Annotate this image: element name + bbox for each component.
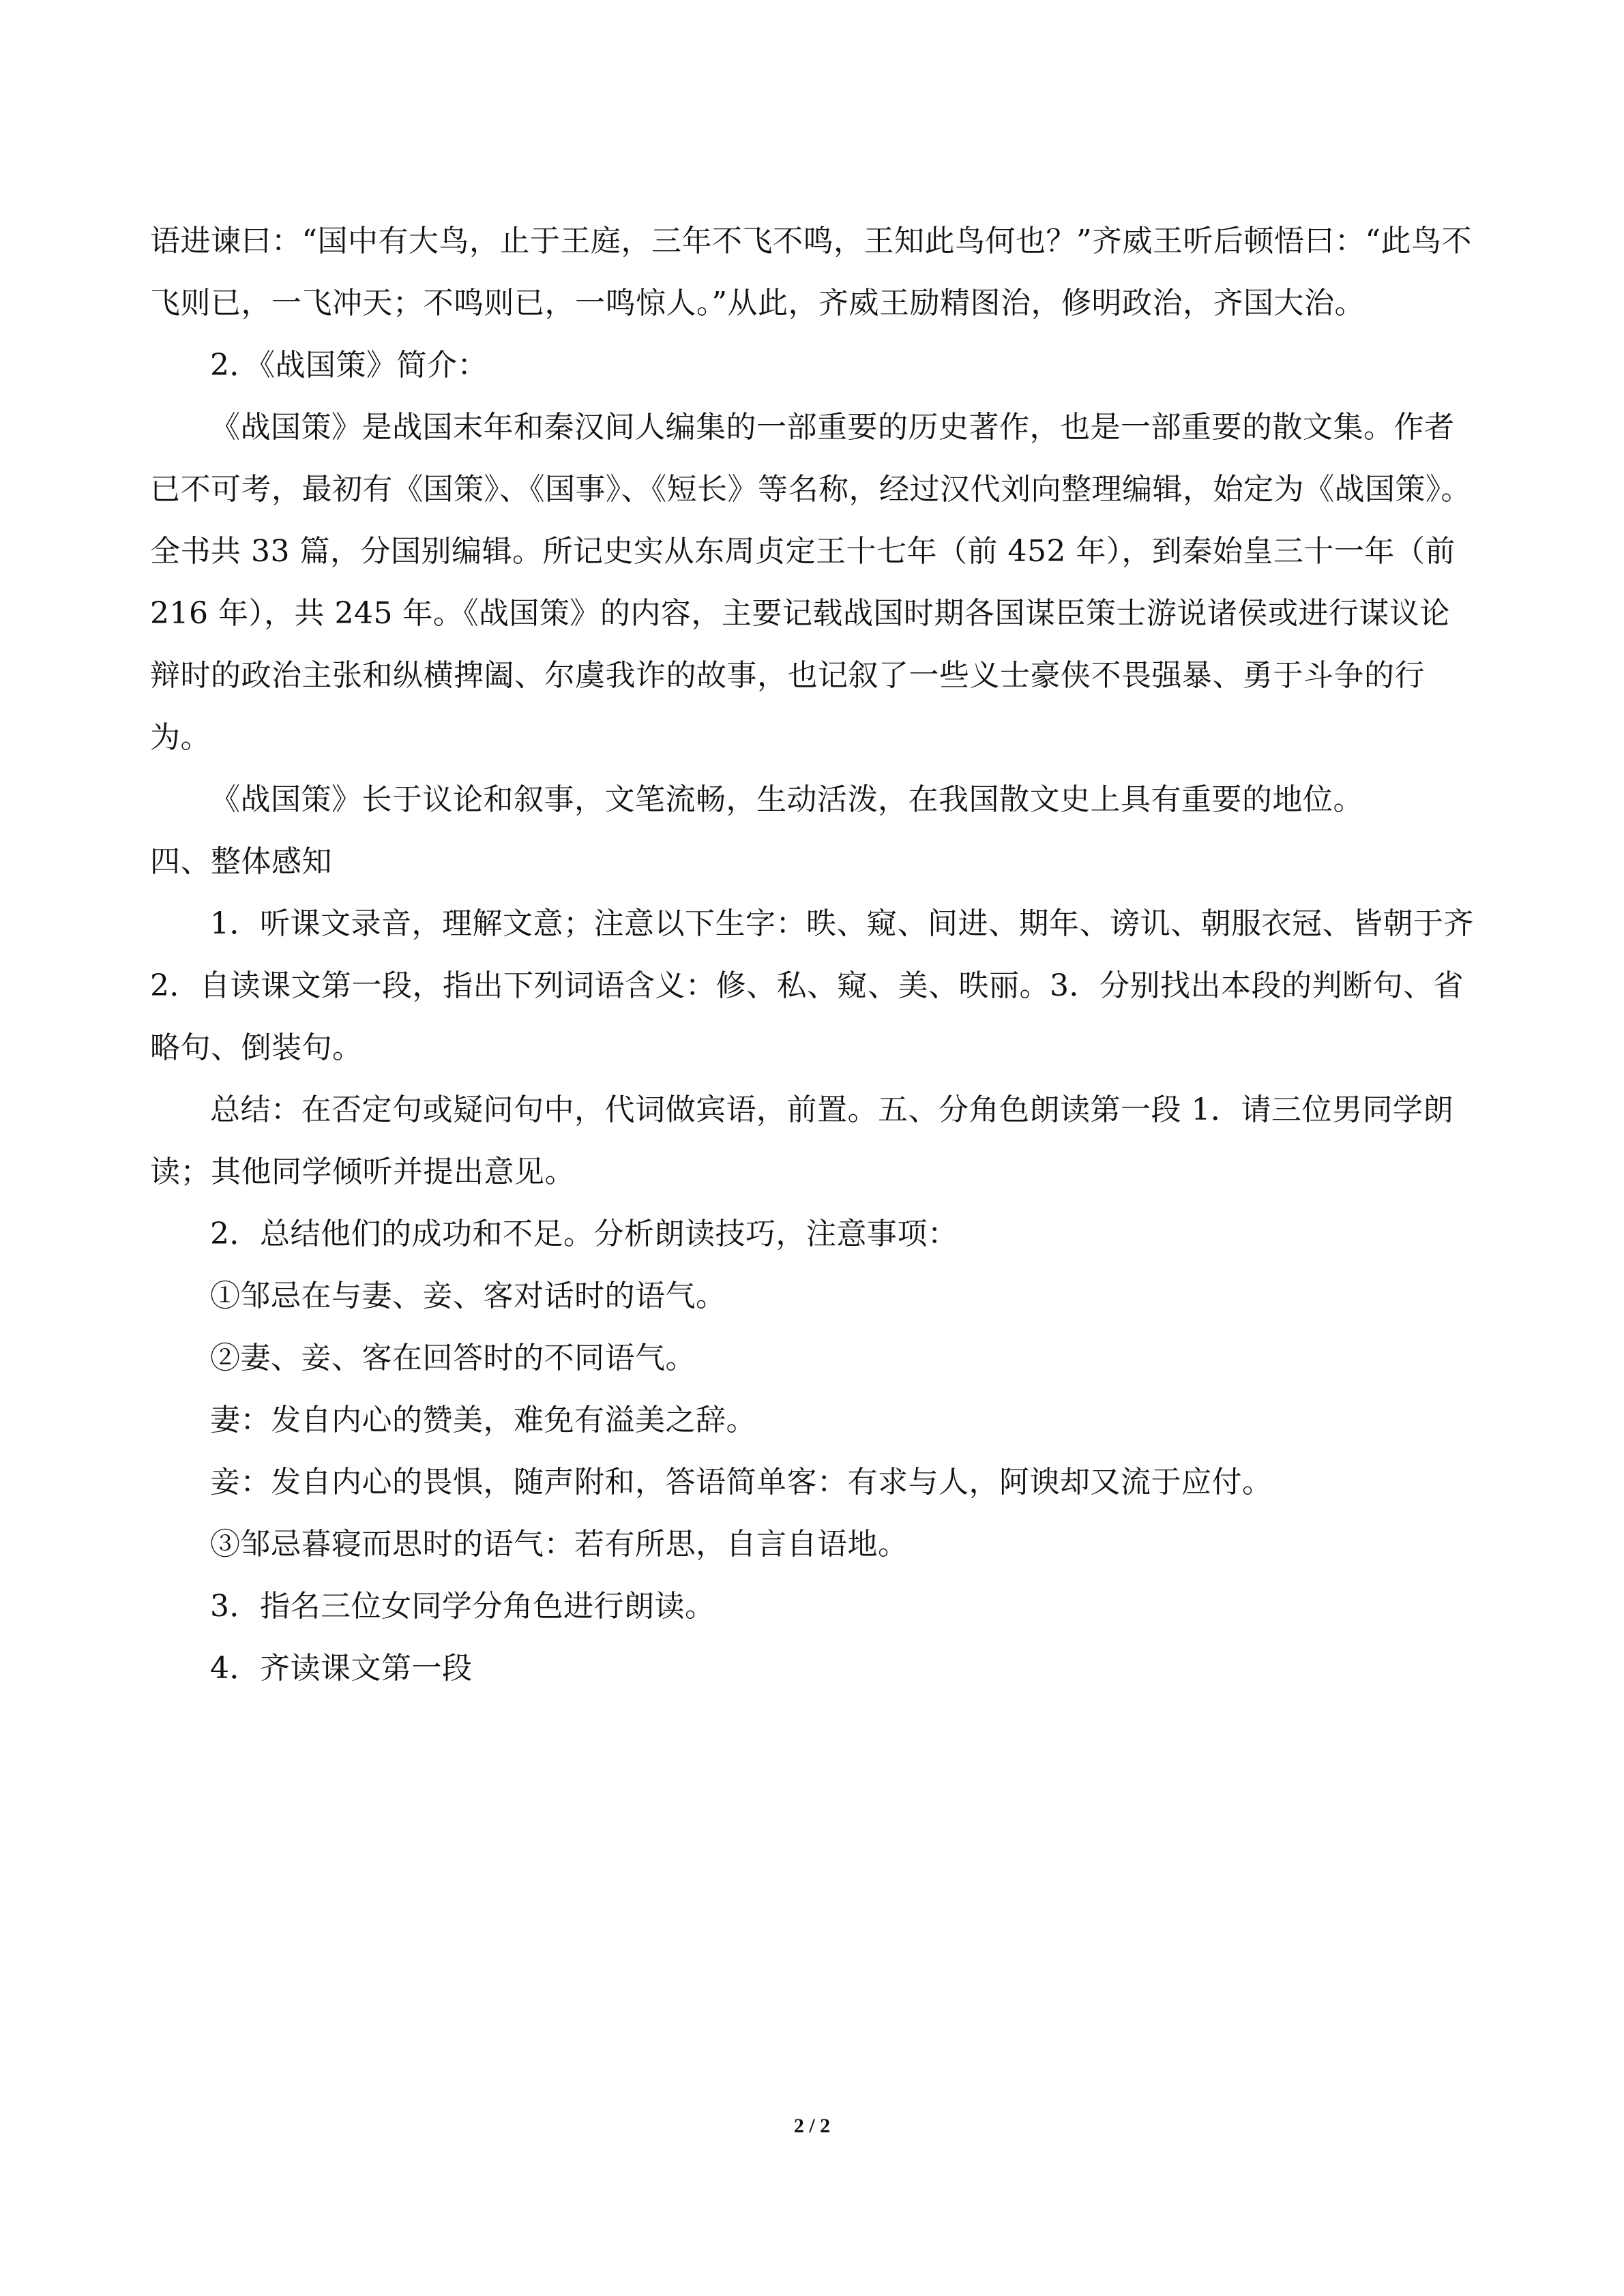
- list-item-answer-tones: ②妻、妾、客在回答时的不同语气。: [210, 1341, 696, 1375]
- document-body: [150, 210, 1475, 1699]
- section-heading-overall-perception: 四、整体感知: [150, 844, 332, 879]
- step-group-reading: 4．齐读课文第一段: [210, 1651, 473, 1686]
- paragraph-zhanguoce-status: 《战国策》长于议论和叙事，文笔流畅，生动活泼，在我国散文史上具有重要的地位。: [210, 782, 1363, 817]
- page-number: 2 / 2: [793, 2115, 831, 2137]
- section-heading-zhanguoce-intro: 2．《战国策》简介：: [210, 348, 488, 383]
- list-item-zouji-tone: ①邹忌在与妻、妾、客对话时的语气。: [210, 1279, 726, 1313]
- paragraph-listening-tasks: 1．听课文录音，理解文意；注意以下生字：昳、窥、间进、期年、谤讥、朝服衣冠、皆朝于齐 2．自读课文第一段，指出下列词语含义：修、私、窥、美、昳丽。3．分别找出本段的判断句、省略句、倒装句。: [150, 906, 1474, 1065]
- note-wife: 妻：发自内心的赞美，难免有溢美之辞。: [210, 1403, 756, 1437]
- list-item-zouji-reflection: ③邹忌暮寝而思时的语气：若有所思，自言自语地。: [210, 1527, 909, 1562]
- paragraph-reading-techniques: 2．总结他们的成功和不足。分析朗读技巧，注意事项：: [210, 1217, 958, 1251]
- step-female-students-reading: 3．指名三位女同学分角色进行朗读。: [210, 1589, 715, 1624]
- paragraph-story-continuation: 语进谏曰：“国中有大鸟，止于王庭，三年不飞不鸣，王知此鸟何也？”齐威王听后顿悟曰：“此鸟不飞则已，一飞冲天；不鸣则已，一鸣惊人。”从此，齐威王励精图治，修明政治，齐国大治。: [150, 224, 1472, 320]
- note-concubine-guest: 妾：发自内心的畏惧，随声附和，答语简单客：有求与人，阿谀却又流于应付。: [210, 1465, 1273, 1500]
- paragraph-summary-role-reading: 总结：在否定句或疑问句中，代词做宾语，前置。五、分角色朗读第一段 1．请三位男同学朗读；其他同学倾听并提出意见。: [150, 1092, 1453, 1189]
- paragraph-zhanguoce-description: 《战国策》是战国末年和秦汉间人编集的一部重要的历史著作，也是一部重要的散文集。作者已不可考，最初有《国策》、《国事》、《短长》等名称，经过汉代刘向整理编辑，始定为《战国策》。全书共 33 篇，分国别编辑。所记史实从东周贞定王十七年（前 452 年），到秦始皇三十一年（前 216 年），共 245 年。《战国策》的内容，主要记载战国时期各国谋臣策士游说诸侯或进行谋议论辩时的政治主张和纵横捭阖、尔虞我诈的故事，也记叙了一些义士豪侠不畏强暴、勇于斗争的行为。: [150, 410, 1471, 755]
